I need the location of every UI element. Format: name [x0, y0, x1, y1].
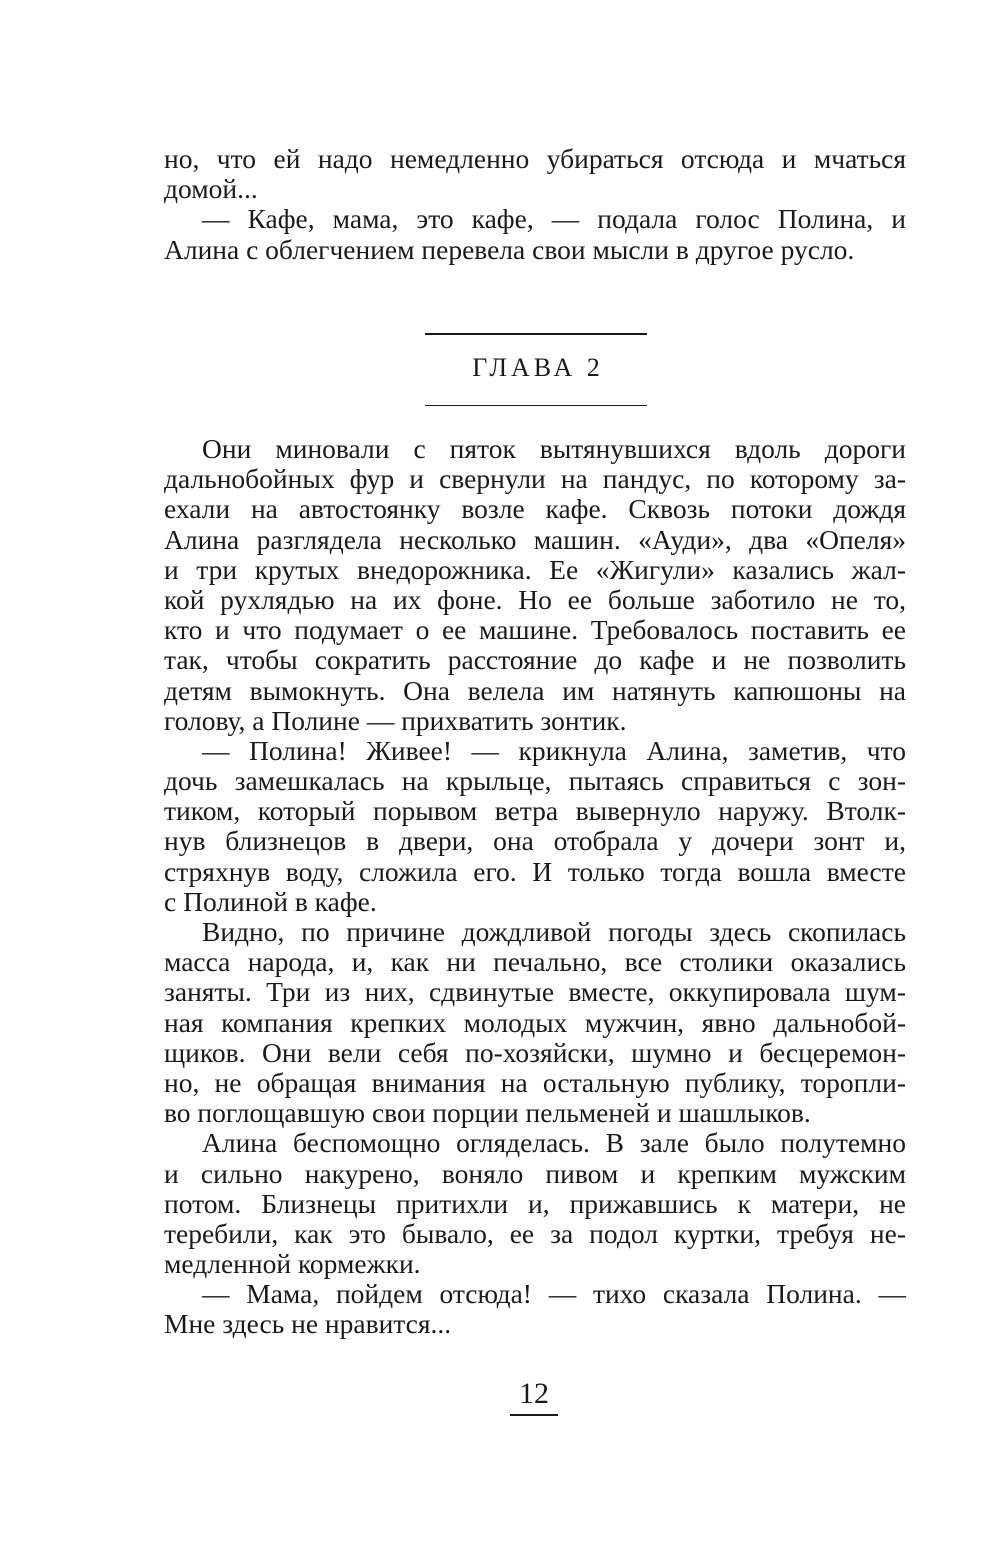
chapter-rule-top — [425, 333, 647, 335]
text-line: ехали на автостоянку возле кафе. Сквозь потоки дождя — [164, 493, 906, 525]
text-line: с Полиной в кафе. — [164, 885, 377, 917]
page-number — [510, 1376, 558, 1416]
text-line: но, что ей надо немедленно убираться отсюда и мчаться — [164, 143, 906, 174]
page-number-rule — [510, 1414, 558, 1416]
text-line: — Мама, пойдем отсюда! — тихо сказала Полина. — — [202, 1278, 906, 1310]
text-line: Видно, по причине дождливой погоды здесь скопилась — [202, 916, 906, 947]
paragraph — [164, 917, 906, 1128]
chapter-body — [164, 434, 906, 1340]
text-line: так, чтобы сократить расстояние до кафе и не позволить — [164, 644, 906, 676]
text-line: и три крутых внедорожника. Ее «Жигули» казались жал- — [164, 553, 906, 585]
text-line: кто и что подумает о ее машине. Требовалось поставить ее — [164, 614, 906, 646]
text-line: голову, а Полине — прихватить зонтик. — [164, 704, 627, 736]
paragraph — [164, 434, 906, 736]
text-line: детям вымокнуть. Она велела им натянуть капюшоны на — [164, 674, 906, 706]
text-line: медленной кормежки. — [164, 1248, 421, 1280]
text-line: тиком, который порывом ветра вывернуло наружу. Втолк- — [164, 795, 906, 827]
chapter-title: ГЛАВА 2 — [472, 352, 604, 382]
text-line: но, не обращая внимания на остальную публику, торопли- — [164, 1066, 906, 1098]
text-line: и сильно накурено, воняло пивом и крепким мужским — [164, 1157, 906, 1189]
text-line: заняты. Три из них, сдвинутые вместе, оккупировала шум- — [164, 976, 906, 1008]
text-line: теребили, как это бывало, ее за подол куртки, требуя не- — [164, 1217, 906, 1249]
text-line: нув близнецов в двери, она отобрала у дочери зонт и, — [164, 825, 906, 857]
page-number-value: 12 — [519, 1377, 549, 1410]
text-line: — Кафе, мама, это кафе, — подала голос Полина, и — [202, 203, 906, 235]
text-line: дальнобойных фур и свернули на пандус, по которому за- — [164, 463, 906, 495]
text-line: Алина разглядела несколько машин. «Ауди», два «Опеля» — [164, 523, 906, 555]
text-line: домой... — [164, 173, 258, 205]
chapter-rule-bottom — [425, 405, 647, 407]
text-line: Они миновали с пяток вытянувшихся вдоль дороги — [202, 433, 906, 464]
chapter-heading — [425, 333, 647, 406]
text-line: масса народа, и, как ни печально, все столики оказались — [164, 946, 906, 978]
text-line: потом. Близнецы притихли и, прижавшись к матери, не — [164, 1187, 906, 1219]
text-line: ная компания крепких молодых мужчин, явно дальнобой- — [164, 1006, 906, 1038]
paragraph — [164, 736, 906, 917]
text-line: дочь замешкалась на крыльце, пытаясь справиться с зон- — [164, 765, 906, 797]
text-line: кой рухлядью на их фоне. Но ее больше заботило не то, — [164, 583, 906, 615]
text-line: Мне здесь не нравится... — [164, 1308, 452, 1340]
text-line: щиков. Они вели себя по-хозяйски, шумно и бесцеремон- — [164, 1036, 906, 1068]
previous-chapter-ending — [164, 144, 906, 265]
text-line: во поглощавшую свои порции пельменей и шашлыков. — [164, 1097, 811, 1129]
paragraph — [164, 1128, 906, 1279]
text-line: Алина с облегчением перевела свои мысли в другое русло. — [164, 233, 855, 265]
paragraph — [164, 1279, 906, 1339]
text-line: стряхнув воду, сложила его. И только тогда вошла вместе — [164, 855, 906, 887]
text-line: Алина беспомощно огляделась. В зале было полутемно — [202, 1127, 906, 1159]
text-line: — Полина! Живее! — крикнула Алина, заметив, что — [202, 734, 906, 766]
